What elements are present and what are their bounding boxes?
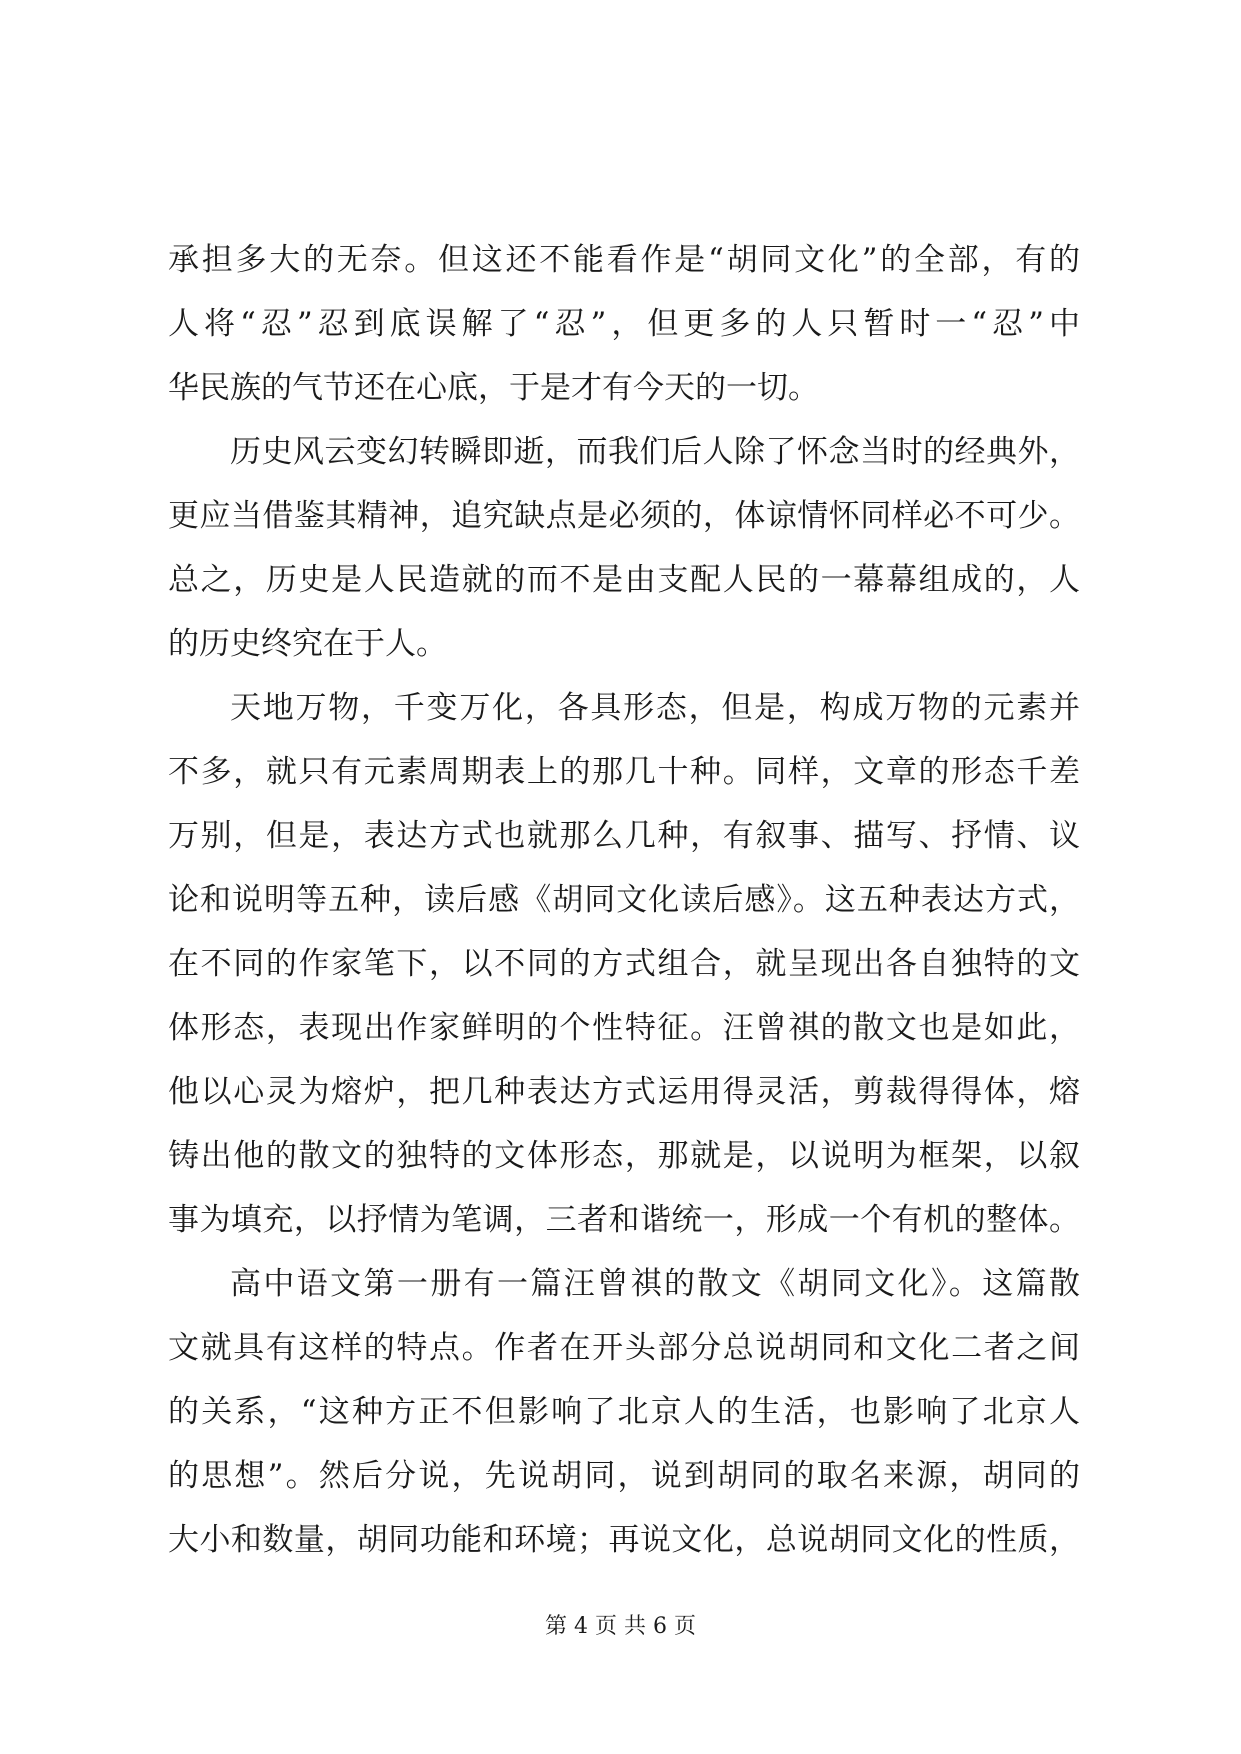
paragraph-1	[168, 228, 1080, 420]
text-line: 的历史终究在于人。	[168, 626, 447, 662]
page-footer	[0, 1612, 1241, 1642]
text-line: 大小和数量，胡同功能和环境；再说文化，总说胡同文化的性质，	[168, 1522, 1080, 1558]
text-line: 高中语文第一册有一篇汪曾祺的散文《胡同文化》。这篇散	[230, 1266, 1080, 1302]
paragraph-2	[168, 420, 1080, 676]
text-line: 承担多大的无奈。但这还不能看作是“胡同文化”的全部，有的	[168, 242, 1080, 278]
text-line: 论和说明等五种，读后感《胡同文化读后感》。这五种表达方式，	[168, 882, 1080, 918]
text-line: 的关系，“这种方正不但影响了北京人的生活，也影响了北京人	[168, 1394, 1080, 1430]
text-line: 的思想”。然后分说，先说胡同，说到胡同的取名来源，胡同的	[168, 1458, 1080, 1494]
text-line: 更应当借鉴其精神，追究缺点是必须的，体谅情怀同样必不可少。	[168, 498, 1080, 534]
text-line: 人将“忍”忍到底误解了“忍”，但更多的人只暂时一“忍”中	[168, 306, 1080, 342]
text-line: 铸出他的散文的独特的文体形态，那就是，以说明为框架，以叙	[168, 1138, 1080, 1174]
paragraph-3	[168, 676, 1080, 1252]
text-line: 历史风云变幻转瞬即逝，而我们后人除了怀念当时的经典外，	[230, 434, 1080, 470]
text-line: 总之，历史是人民造就的而不是由支配人民的一幕幕组成的，人	[168, 562, 1080, 598]
text-line: 不多，就只有元素周期表上的那几十种。同样，文章的形态千差	[168, 754, 1080, 790]
text-line: 体形态，表现出作家鲜明的个性特征。汪曾祺的散文也是如此，	[168, 1010, 1080, 1046]
page-number-label: 第 4 页 共 6 页	[545, 1614, 696, 1639]
text-line: 事为填充，以抒情为笔调，三者和谐统一，形成一个有机的整体。	[168, 1202, 1080, 1238]
body-text	[168, 228, 1080, 1572]
text-line: 文就具有这样的特点。作者在开头部分总说胡同和文化二者之间	[168, 1330, 1080, 1366]
text-line: 万别，但是，表达方式也就那么几种，有叙事、描写、抒情、议	[168, 818, 1080, 854]
text-line: 他以心灵为熔炉，把几种表达方式运用得灵活，剪裁得得体，熔	[168, 1074, 1080, 1110]
text-line: 天地万物，千变万化，各具形态，但是，构成万物的元素并	[230, 690, 1080, 726]
text-line: 在不同的作家笔下，以不同的方式组合，就呈现出各自独特的文	[168, 946, 1080, 982]
text-line: 华民族的气节还在心底，于是才有今天的一切。	[168, 370, 819, 406]
paragraph-4	[168, 1252, 1080, 1572]
